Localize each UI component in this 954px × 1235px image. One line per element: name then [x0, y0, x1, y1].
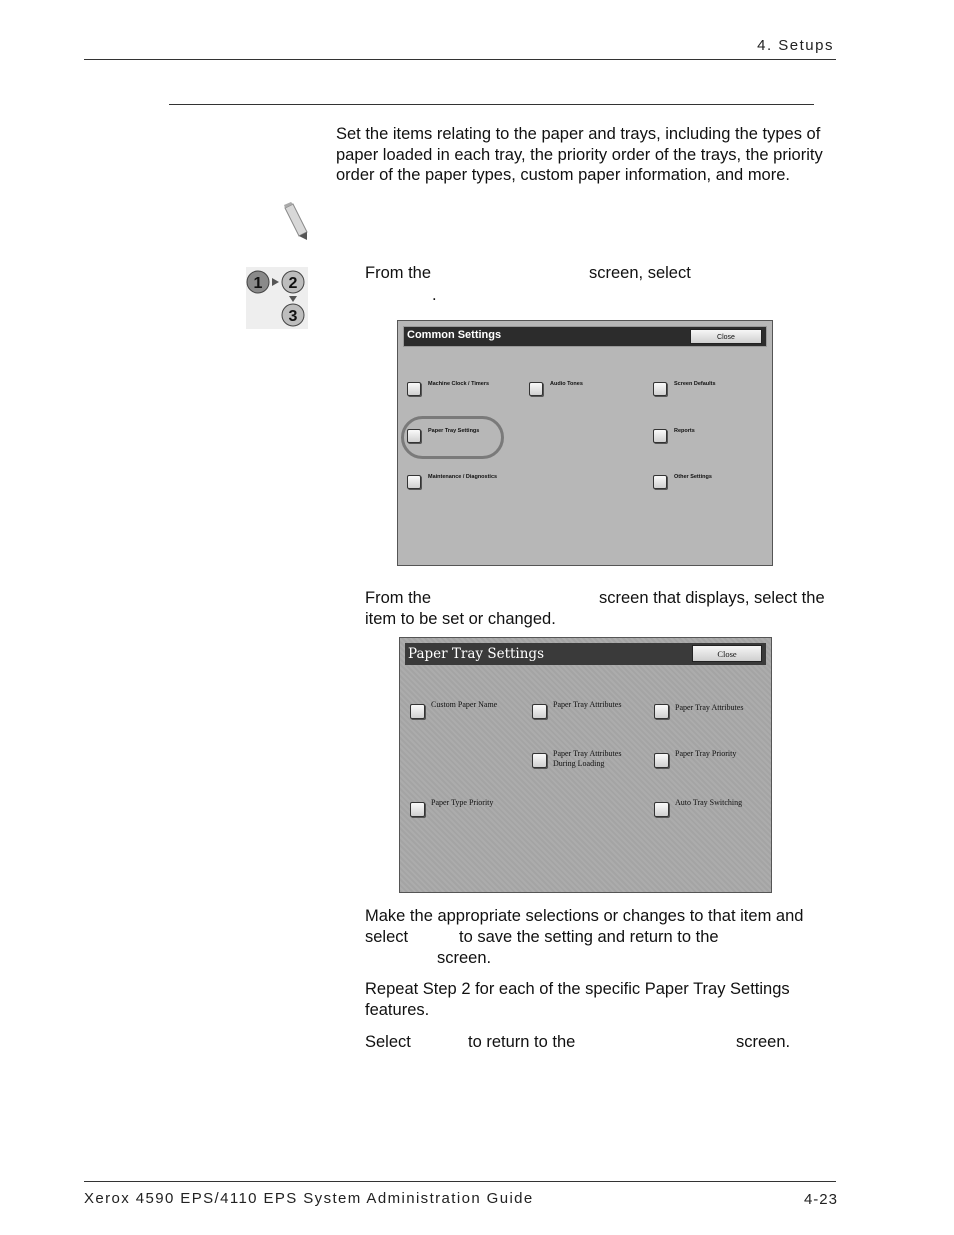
step5-select: Select — [365, 1033, 411, 1051]
step5-middle: to return to the — [468, 1033, 576, 1051]
checkbox[interactable] — [653, 382, 667, 396]
step2-post-line2: item to be set or changed. — [365, 610, 556, 628]
step1-end: . — [432, 286, 437, 304]
step2-post-line1: screen that displays, select the — [599, 589, 825, 607]
paper-tray-settings-screenshot: Paper Tray Settings Close Custom Paper Name Paper Tray Attributes Paper Tray Attributes Paper Tray Attributes During Loading Paper Tray Priority Paper Type Priority Auto Tray Switching — [399, 637, 772, 893]
header-rule — [84, 59, 836, 60]
checkbox[interactable] — [532, 704, 547, 719]
checkbox[interactable] — [654, 704, 669, 719]
paper-tray-highlight-ring — [401, 416, 504, 459]
close-button[interactable]: Close — [690, 329, 762, 344]
checkbox[interactable] — [529, 382, 543, 396]
step2-pre: From the — [365, 589, 432, 607]
common-settings-titlebar — [403, 326, 767, 347]
checkbox[interactable] — [410, 704, 425, 719]
page-number: 4-23 — [803, 1191, 838, 1208]
running-header: 4. Setups — [757, 37, 834, 54]
steps-123-icon — [246, 267, 308, 329]
note-pencil-icon — [281, 202, 309, 242]
checkbox[interactable] — [410, 802, 425, 817]
step3-select: select — [365, 928, 409, 946]
intro-paragraph: Set the items relating to the paper and trays, including the types of paper loaded in each tray, the priority order of the trays, the priority order of the paper types, custom paper information, and more. — [336, 125, 823, 184]
checkbox[interactable] — [654, 753, 669, 768]
close-button[interactable]: Close — [692, 645, 762, 662]
step5-screen: screen. — [736, 1033, 791, 1051]
checkbox[interactable] — [653, 429, 667, 443]
checkbox[interactable] — [654, 802, 669, 817]
common-settings-screenshot: Common Settings Close Machine Clock / Timers Audio Tones Screen Defaults Paper Tray Settings Reports Maintenance / Diagnostics Other Settings — [397, 320, 773, 566]
checkbox[interactable] — [532, 753, 547, 768]
checkbox[interactable] — [407, 475, 421, 489]
footer-title: Xerox 4590 EPS/4110 EPS System Administration Guide — [84, 1190, 534, 1207]
common-settings-title: Common Settings — [407, 329, 502, 341]
step3-middle: to save the setting and return to the — [459, 928, 719, 946]
checkbox[interactable] — [407, 382, 421, 396]
paper-tray-title: Paper Tray Settings — [408, 646, 544, 662]
section-rule — [169, 104, 814, 105]
step1-mid: screen, select — [589, 264, 691, 282]
step3-line1: Make the appropriate selections or changes to that item and — [365, 907, 804, 925]
svg-text:2: 2 — [288, 275, 298, 292]
svg-text:3: 3 — [288, 308, 298, 325]
paper-tray-titlebar — [405, 643, 766, 665]
step1-pre: From the — [365, 264, 432, 282]
step4-text: Repeat Step 2 for each of the specific Paper Tray Settings features. — [365, 980, 790, 1019]
step3-screen: screen. — [437, 949, 492, 967]
svg-text:1: 1 — [253, 275, 263, 292]
footer-rule — [84, 1181, 836, 1182]
checkbox[interactable] — [653, 475, 667, 489]
